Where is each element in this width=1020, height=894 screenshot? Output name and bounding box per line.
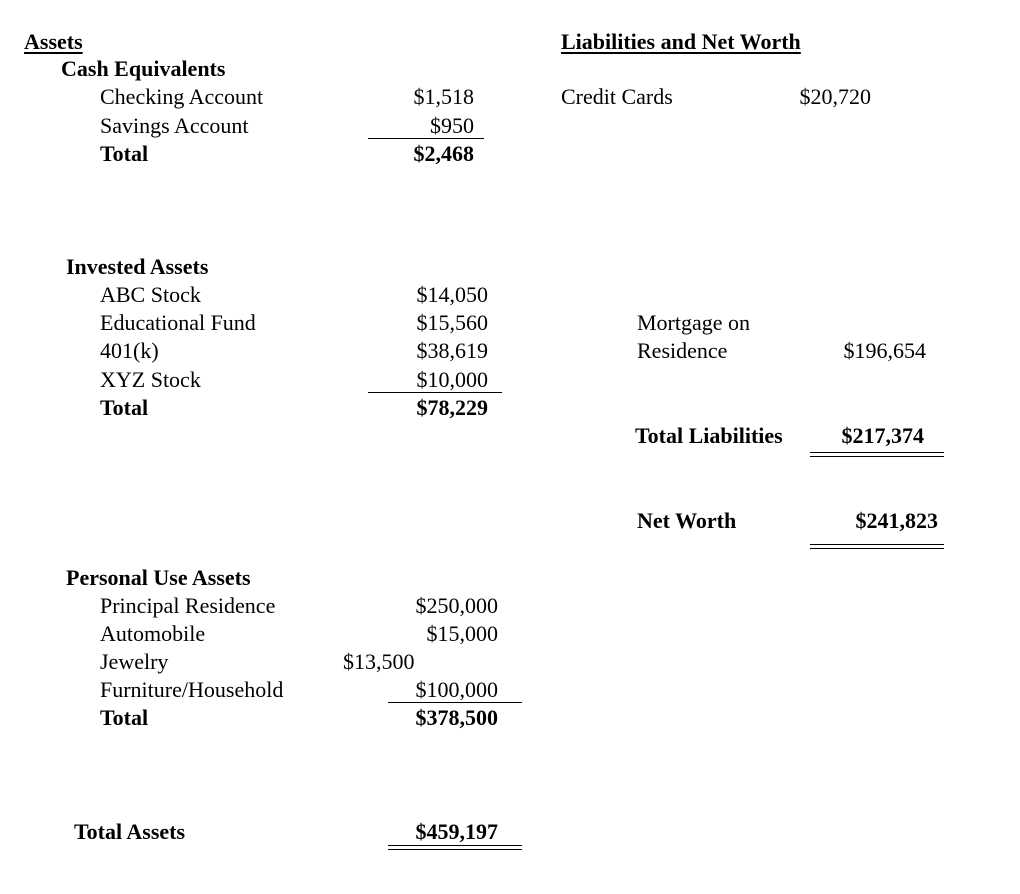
personal-use-assets-heading: Personal Use Assets bbox=[66, 565, 251, 590]
401k-value: $38,619 bbox=[416, 338, 488, 363]
total-liabilities-double-rule bbox=[810, 452, 944, 457]
credit-cards-label: Credit Cards bbox=[561, 84, 673, 109]
jewelry-label: Jewelry bbox=[100, 649, 169, 674]
principal-residence-label: Principal Residence bbox=[100, 593, 276, 618]
automobile-label: Automobile bbox=[100, 621, 206, 646]
savings-account-value: $950 bbox=[430, 113, 474, 138]
total-liabilities-value: $217,374 bbox=[841, 423, 924, 448]
abc-stock-value: $14,050 bbox=[416, 282, 488, 307]
invested-assets-heading: Invested Assets bbox=[66, 254, 209, 279]
assets-heading: Assets bbox=[24, 29, 83, 54]
total-liabilities-label: Total Liabilities bbox=[635, 423, 783, 448]
furniture-household-value: $100,000 bbox=[415, 677, 498, 702]
mortgage-value: $196,654 bbox=[843, 338, 926, 363]
total-assets-double-rule bbox=[388, 845, 522, 850]
mortgage-label-line2: Residence bbox=[637, 338, 728, 363]
checking-account-value: $1,518 bbox=[413, 84, 474, 109]
net-worth-value: $241,823 bbox=[855, 508, 938, 533]
total-assets-value: $459,197 bbox=[415, 819, 498, 844]
educational-fund-label: Educational Fund bbox=[100, 310, 256, 335]
principal-residence-value: $250,000 bbox=[415, 593, 498, 618]
personal-subtotal-rule bbox=[388, 702, 522, 703]
abc-stock-label: ABC Stock bbox=[100, 282, 201, 307]
liabilities-heading: Liabilities and Net Worth bbox=[561, 29, 801, 54]
net-worth-double-rule bbox=[810, 544, 944, 549]
automobile-value: $15,000 bbox=[426, 621, 498, 646]
xyz-stock-label: XYZ Stock bbox=[100, 367, 201, 392]
401k-label: 401(k) bbox=[100, 338, 159, 363]
jewelry-value: $13,500 bbox=[343, 649, 415, 674]
cash-total-value: $2,468 bbox=[413, 141, 474, 166]
educational-fund-value: $15,560 bbox=[416, 310, 488, 335]
invested-total-label: Total bbox=[100, 395, 149, 420]
invested-total-value: $78,229 bbox=[416, 395, 488, 420]
cash-equivalents-heading: Cash Equivalents bbox=[61, 56, 226, 81]
total-assets-label: Total Assets bbox=[74, 819, 186, 844]
furniture-household-label: Furniture/Household bbox=[100, 677, 284, 702]
credit-cards-value: $20,720 bbox=[799, 84, 871, 109]
personal-total-value: $378,500 bbox=[415, 705, 498, 730]
net-worth-label: Net Worth bbox=[637, 508, 737, 533]
cash-subtotal-rule bbox=[368, 138, 484, 139]
personal-total-label: Total bbox=[100, 705, 149, 730]
checking-account-label: Checking Account bbox=[100, 84, 264, 109]
xyz-stock-value: $10,000 bbox=[416, 367, 488, 392]
invested-subtotal-rule bbox=[368, 392, 502, 393]
cash-total-label: Total bbox=[100, 141, 149, 166]
mortgage-label-line1: Mortgage on bbox=[637, 310, 751, 335]
savings-account-label: Savings Account bbox=[100, 113, 249, 138]
